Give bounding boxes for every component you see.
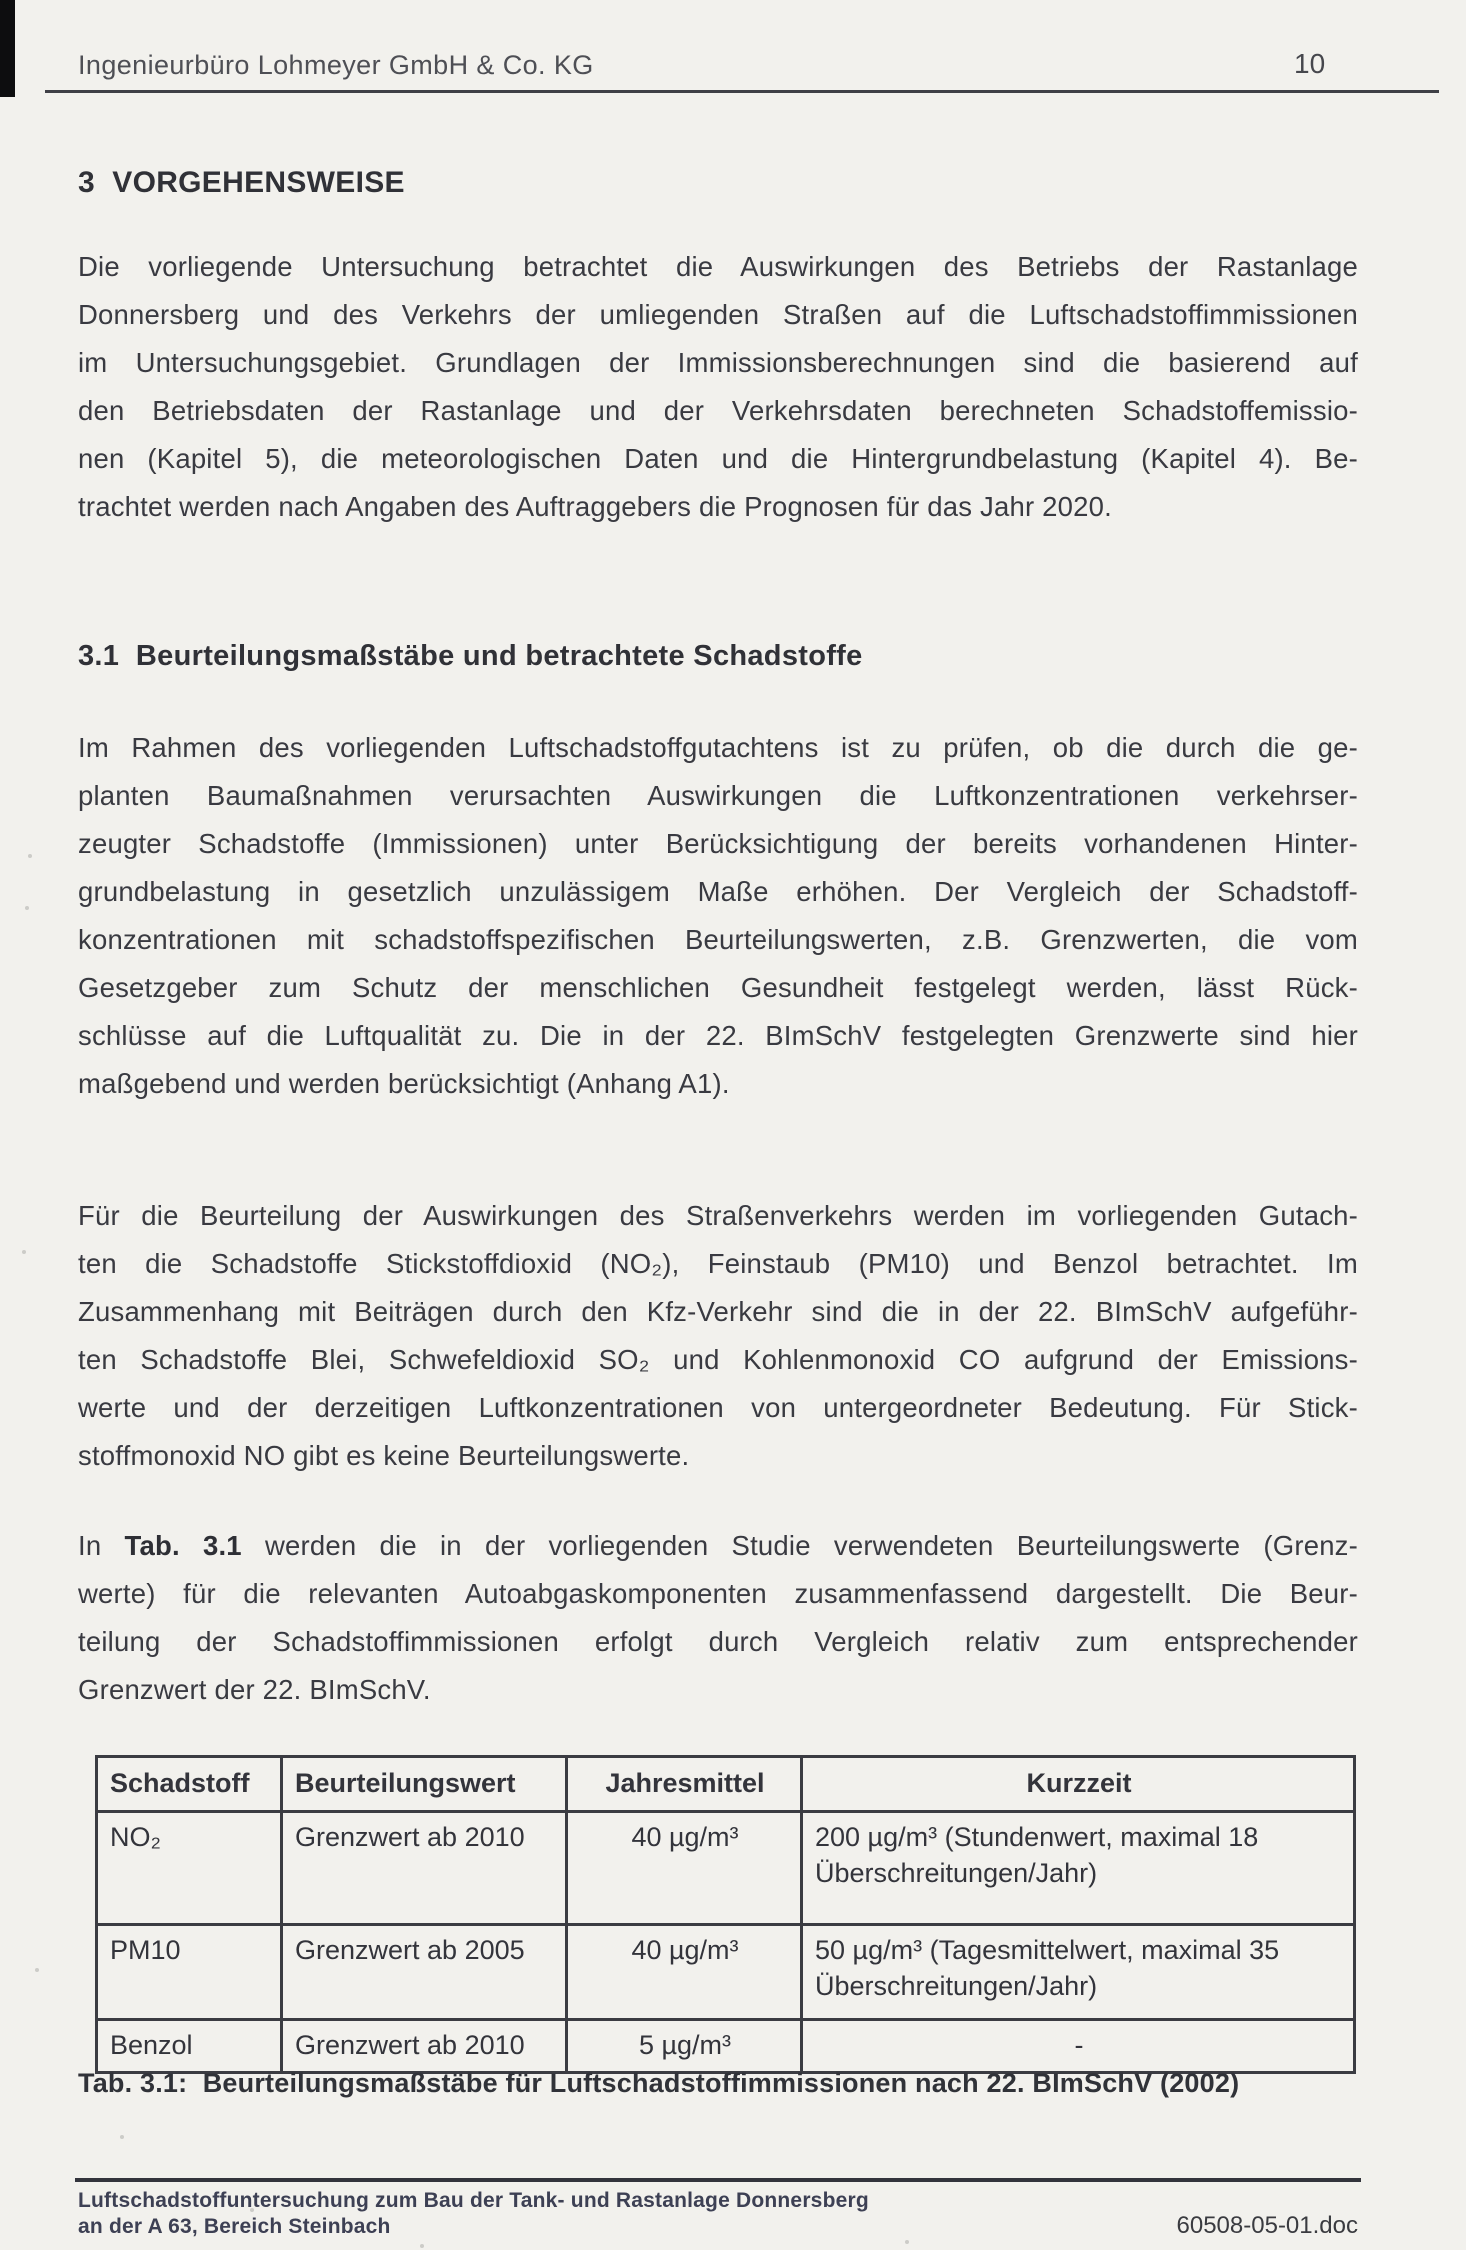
section-3-1-paragraph-1 <box>78 724 1358 1108</box>
text-line <box>78 1522 1358 1570</box>
footer-document-name: 60508-05-01.doc <box>1176 2212 1358 2239</box>
text-line: Donnersberg und des Verkehrs der umliegenden Straßen auf die Luftschadstoffimmissionen <box>78 299 1358 330</box>
text-line: planten Baumaßnahmen verursachten Auswirkungen die Luftkonzentrationen verkehrser- <box>78 780 1358 811</box>
text-line: teilung der Schadstoffimmissionen erfolgt durch Vergleich relativ zum entsprechender <box>78 1626 1358 1657</box>
scan-speck <box>120 2135 124 2139</box>
cell-beurteilungswert: Grenzwert ab 2010 <box>282 1812 567 1925</box>
cell-jahresmittel: 40 µg/m³ <box>567 1812 802 1925</box>
cell-beurteilungswert: Grenzwert ab 2005 <box>282 1925 567 2020</box>
section-3-1-paragraph-2 <box>78 1192 1358 1480</box>
cell-schadstoff: PM10 <box>97 1925 282 2020</box>
scan-artifact-corner <box>0 0 15 97</box>
table-row <box>97 1812 1355 1925</box>
cell-kurzzeit: 50 µg/m³ (Tagesmittelwert, maximal 35 Überschreitungen/Jahr) <box>802 1925 1355 2020</box>
text-line: im Untersuchungsgebiet. Grundlagen der Immissionsberechnungen sind die basierend auf <box>78 347 1358 378</box>
text-line: Grenzwert der 22. BImSchV. <box>78 1674 431 1705</box>
text-line: konzentrationen mit schadstoffspezifischen Beurteilungswerten, z.B. Grenzwerten, die vom <box>78 924 1358 955</box>
section-3-paragraph <box>78 243 1358 531</box>
text-line: Für die Beurteilung der Auswirkungen des Straßenverkehrs werden im vorliegenden Gutach- <box>78 1200 1358 1231</box>
text-line: werte und der derzeitigen Luftkonzentrationen von untergeordneter Bedeutung. Für Stick- <box>78 1392 1358 1423</box>
text-line: Gesetzgeber zum Schutz der menschlichen Gesundheit festgelegt werden, lässt Rück- <box>78 972 1358 1003</box>
text-line: den Betriebsdaten der Rastanlage und der Verkehrsdaten berechneten Schadstoffemissio- <box>78 395 1358 426</box>
text-run: werden die in der vorliegenden Studie verwendeten Beurteilungswerte (Grenz- <box>241 1530 1358 1561</box>
cell-beurteilungswert: Grenzwert ab 2010 <box>282 2020 567 2073</box>
section-3-1-paragraph-3 <box>78 1522 1358 1714</box>
column-header-jahresmittel: Jahresmittel <box>567 1757 802 1812</box>
text-line: stoffmonoxid NO gibt es keine Beurteilungswerte. <box>78 1440 690 1471</box>
text-line: Im Rahmen des vorliegenden Luftschadstoffgutachtens ist zu prüfen, ob die durch die ge- <box>78 732 1358 763</box>
text-line: nen (Kapitel 5), die meteorologischen Daten und die Hintergrundbelastung (Kapitel 4). Be- <box>78 443 1358 474</box>
text-line: zeugter Schadstoffe (Immissionen) unter Berücksichtigung der bereits vorhandenen Hinter- <box>78 828 1358 859</box>
text-line: maßgebend und werden berücksichtigt (Anhang A1). <box>78 1068 730 1099</box>
table-row <box>97 2020 1355 2073</box>
table-reference: Tab. 3.1 <box>124 1530 242 1561</box>
text-line: werte) für die relevanten Autoabgaskomponenten zusammenfassend dargestellt. Die Beur- <box>78 1578 1358 1609</box>
header-page-number: 10 <box>1294 48 1326 79</box>
scan-speck <box>35 1968 39 1972</box>
scan-speck <box>22 1250 26 1254</box>
cell-jahresmittel: 40 µg/m³ <box>567 1925 802 2020</box>
footer-project-line-1: Luftschadstoffuntersuchung zum Bau der Tank- und Rastanlage Donnersberg <box>78 2189 869 2212</box>
cell-schadstoff: Benzol <box>97 2020 282 2073</box>
cell-jahresmittel: 5 µg/m³ <box>567 2020 802 2073</box>
text-line: trachtet werden nach Angaben des Auftraggebers die Prognosen für das Jahr 2020. <box>78 491 1112 522</box>
section-3-1-heading: 3.1 Beurteilungsmaßstäbe und betrachtete Schadstoffe <box>78 640 863 672</box>
cell-kurzzeit: - <box>802 2020 1355 2073</box>
limit-values-table <box>95 1755 1356 2074</box>
column-header-beurteilungswert: Beurteilungswert <box>282 1757 567 1812</box>
text-line: Die vorliegende Untersuchung betrachtet die Auswirkungen des Betriebs der Rastanlage <box>78 251 1358 282</box>
section-3-heading: 3 VORGEHENSWEISE <box>78 166 405 199</box>
scan-speck <box>905 2240 909 2244</box>
footer-project-title <box>78 2188 898 2240</box>
table-row <box>97 1925 1355 2020</box>
header-divider <box>45 90 1439 93</box>
table-header-row <box>97 1757 1355 1812</box>
scan-speck <box>28 854 32 858</box>
text-run: In <box>78 1530 125 1561</box>
text-line: ten die Schadstoffe Stickstoffdioxid (NO₂), Feinstaub (PM10) und Benzol betrachtet. Im <box>78 1248 1358 1279</box>
footer-divider <box>75 2178 1361 2182</box>
column-header-kurzzeit: Kurzzeit <box>802 1757 1355 1812</box>
cell-schadstoff: NO₂ <box>97 1812 282 1925</box>
text-line: Zusammenhang mit Beiträgen durch den Kfz-Verkehr sind die in der 22. BImSchV aufgeführ- <box>78 1296 1358 1327</box>
column-header-schadstoff: Schadstoff <box>97 1757 282 1812</box>
table-caption: Tab. 3.1: Beurteilungsmaßstäbe für Luftschadstoffimmissionen nach 22. BImSchV (2002) <box>78 2068 1240 2098</box>
text-line: ten Schadstoffe Blei, Schwefeldioxid SO₂ und Kohlenmonoxid CO aufgrund der Emissions- <box>78 1344 1358 1375</box>
scan-speck <box>420 2244 424 2248</box>
text-line: grundbelastung in gesetzlich unzulässigem Maße erhöhen. Der Vergleich der Schadstoff- <box>78 876 1358 907</box>
text-line: schlüsse auf die Luftqualität zu. Die in der 22. BImSchV festgelegten Grenzwerte sind hier <box>78 1020 1358 1051</box>
scan-speck <box>25 906 29 910</box>
cell-kurzzeit: 200 µg/m³ (Stundenwert, maximal 18 Überschreitungen/Jahr) <box>802 1812 1355 1925</box>
footer-project-line-2: an der A 63, Bereich Steinbach <box>78 2215 391 2238</box>
header-company-name: Ingenieurbüro Lohmeyer GmbH & Co. KG <box>78 50 594 80</box>
